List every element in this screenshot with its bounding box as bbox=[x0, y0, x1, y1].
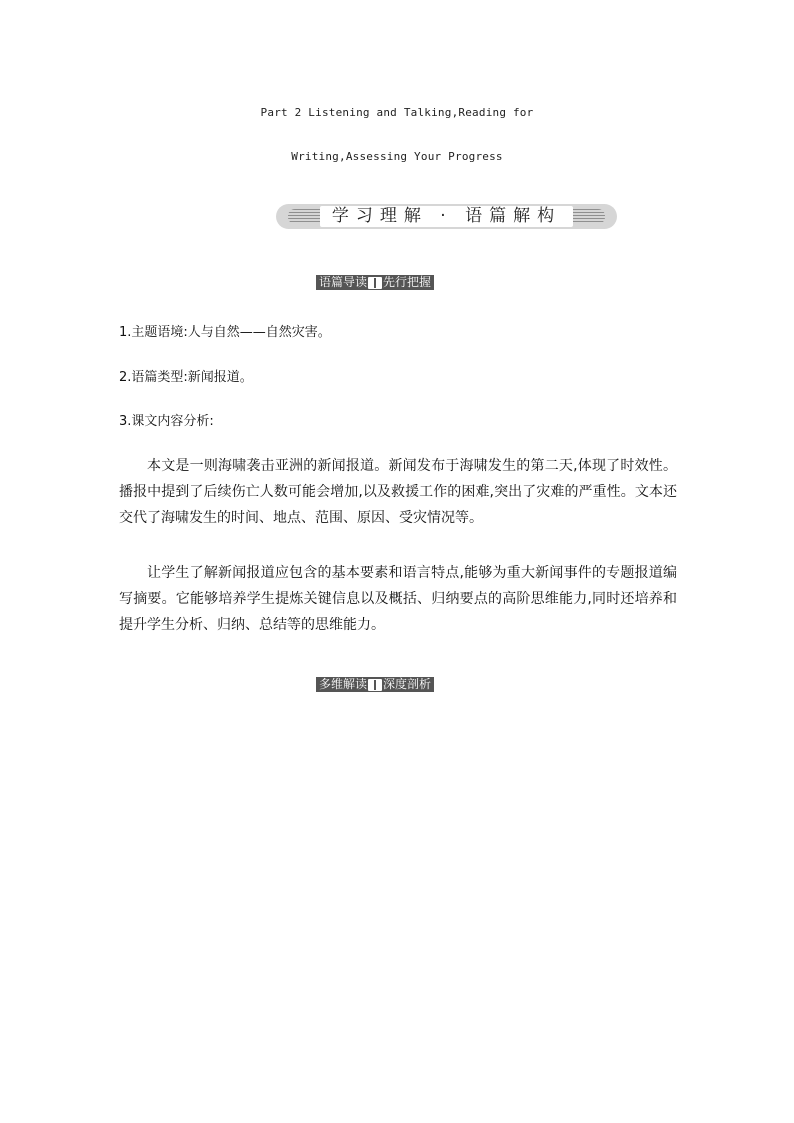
section-banner-title: 学习理解 · 语篇解构 bbox=[331, 206, 562, 226]
book-icon bbox=[368, 277, 382, 289]
label-text-left: 多维解读 bbox=[319, 677, 368, 691]
list-item: 1.主题语境:人与自然——自然灾害。 bbox=[119, 325, 331, 340]
section-banner bbox=[276, 204, 617, 229]
book-icon bbox=[368, 679, 382, 691]
lesson-title-line-1: Part 2 Listening and Talking,Reading for bbox=[260, 106, 534, 119]
label-text-right: 先行把握 bbox=[383, 275, 432, 289]
analysis-paragraph: 让学生了解新闻报道应包含的基本要素和语言特点,能够为重大新闻事件的专题报道编写摘要。它能够培养学生提炼关键信息以及概括、归纳要点的高阶思维能力,同时还培养和提升学生分析、归纳、总结等的思维能力。 bbox=[119, 565, 677, 633]
label-text-left: 语篇导读 bbox=[319, 275, 368, 289]
analysis-paragraph: 本文是一则海啸袭击亚洲的新闻报道。新闻发布于海啸发生的第二天,体现了时效性。播报中提到了后续伤亡人数可能会增加,以及救援工作的困难,突出了灾难的严重性。文本还交代了海啸发生的时间、地点、范围、原因、受灾情况等。 bbox=[119, 458, 677, 526]
subsection-label-guide bbox=[316, 275, 434, 290]
list-item: 2.语篇类型:新闻报道。 bbox=[119, 370, 253, 385]
label-text-right: 深度剖析 bbox=[383, 677, 432, 691]
list-item: 3.课文内容分析: bbox=[119, 414, 214, 429]
lesson-title-line-2: Writing,Assessing Your Progress bbox=[291, 150, 503, 163]
subsection-label-analysis bbox=[316, 677, 434, 692]
